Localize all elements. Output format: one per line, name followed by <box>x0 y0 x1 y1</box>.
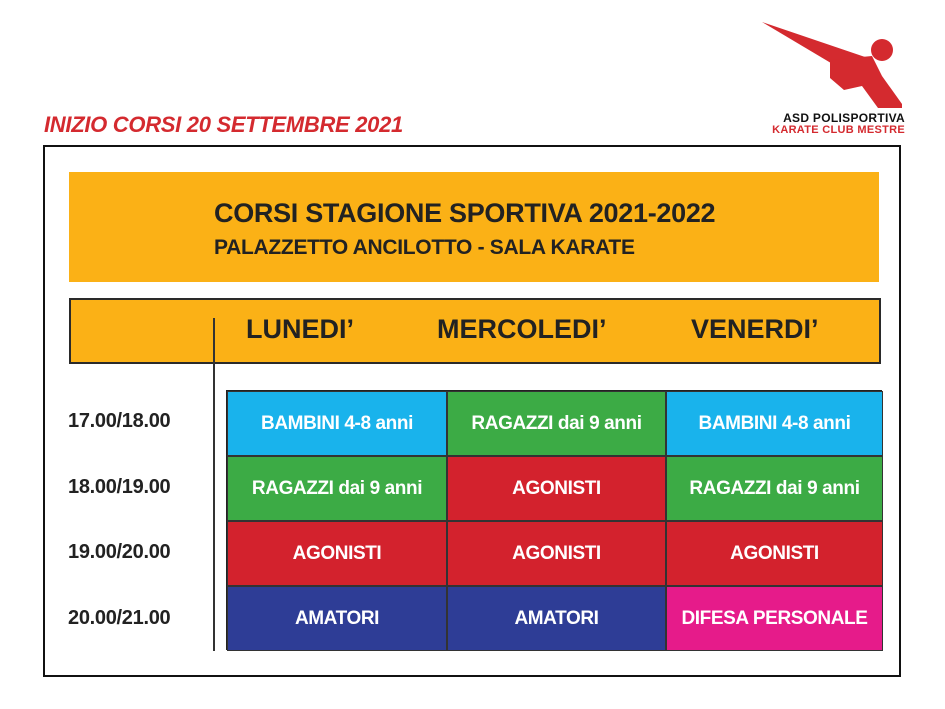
title-banner <box>69 172 879 282</box>
day-friday: VENERDI’ <box>691 314 819 344</box>
time-slot: 18.00/19.00 <box>68 476 171 498</box>
logo-text-line1: ASD POLISPORTIVA <box>783 111 905 125</box>
logo-text-line2: KARATE CLUB MESTRE <box>772 124 905 136</box>
day-monday: LUNEDI’ <box>246 314 354 344</box>
time-slot: 19.00/20.00 <box>68 541 171 563</box>
schedule-cell: AMATORI <box>447 586 666 651</box>
club-logo <box>760 20 905 138</box>
schedule-cell: BAMBINI 4-8 anni <box>227 391 447 456</box>
schedule-cell: RAGAZZI dai 9 anni <box>666 456 883 521</box>
schedule-cell: AGONISTI <box>666 521 883 586</box>
time-slot: 17.00/18.00 <box>68 410 171 432</box>
karate-figure-icon <box>760 20 905 110</box>
days-header <box>69 298 881 364</box>
schedule-cell: AGONISTI <box>447 521 666 586</box>
schedule-cell: AMATORI <box>227 586 447 651</box>
season-title: CORSI STAGIONE SPORTIVA 2021-2022 <box>214 198 716 228</box>
schedule-cell: AGONISTI <box>447 456 666 521</box>
course-start-date: INIZIO CORSI 20 SETTEMBRE 2021 <box>44 112 403 137</box>
schedule-grid <box>226 390 882 650</box>
schedule-cell: RAGAZZI dai 9 anni <box>447 391 666 456</box>
schedule-cell: DIFESA PERSONALE <box>666 586 883 651</box>
schedule-cell: AGONISTI <box>227 521 447 586</box>
schedule-cell: RAGAZZI dai 9 anni <box>227 456 447 521</box>
column-divider <box>213 318 215 651</box>
time-slot: 20.00/21.00 <box>68 607 171 629</box>
schedule-cell: BAMBINI 4-8 anni <box>666 391 883 456</box>
venue-title: PALAZZETTO ANCILOTTO - SALA KARATE <box>214 236 635 259</box>
day-wednesday: MERCOLEDI’ <box>437 314 607 344</box>
